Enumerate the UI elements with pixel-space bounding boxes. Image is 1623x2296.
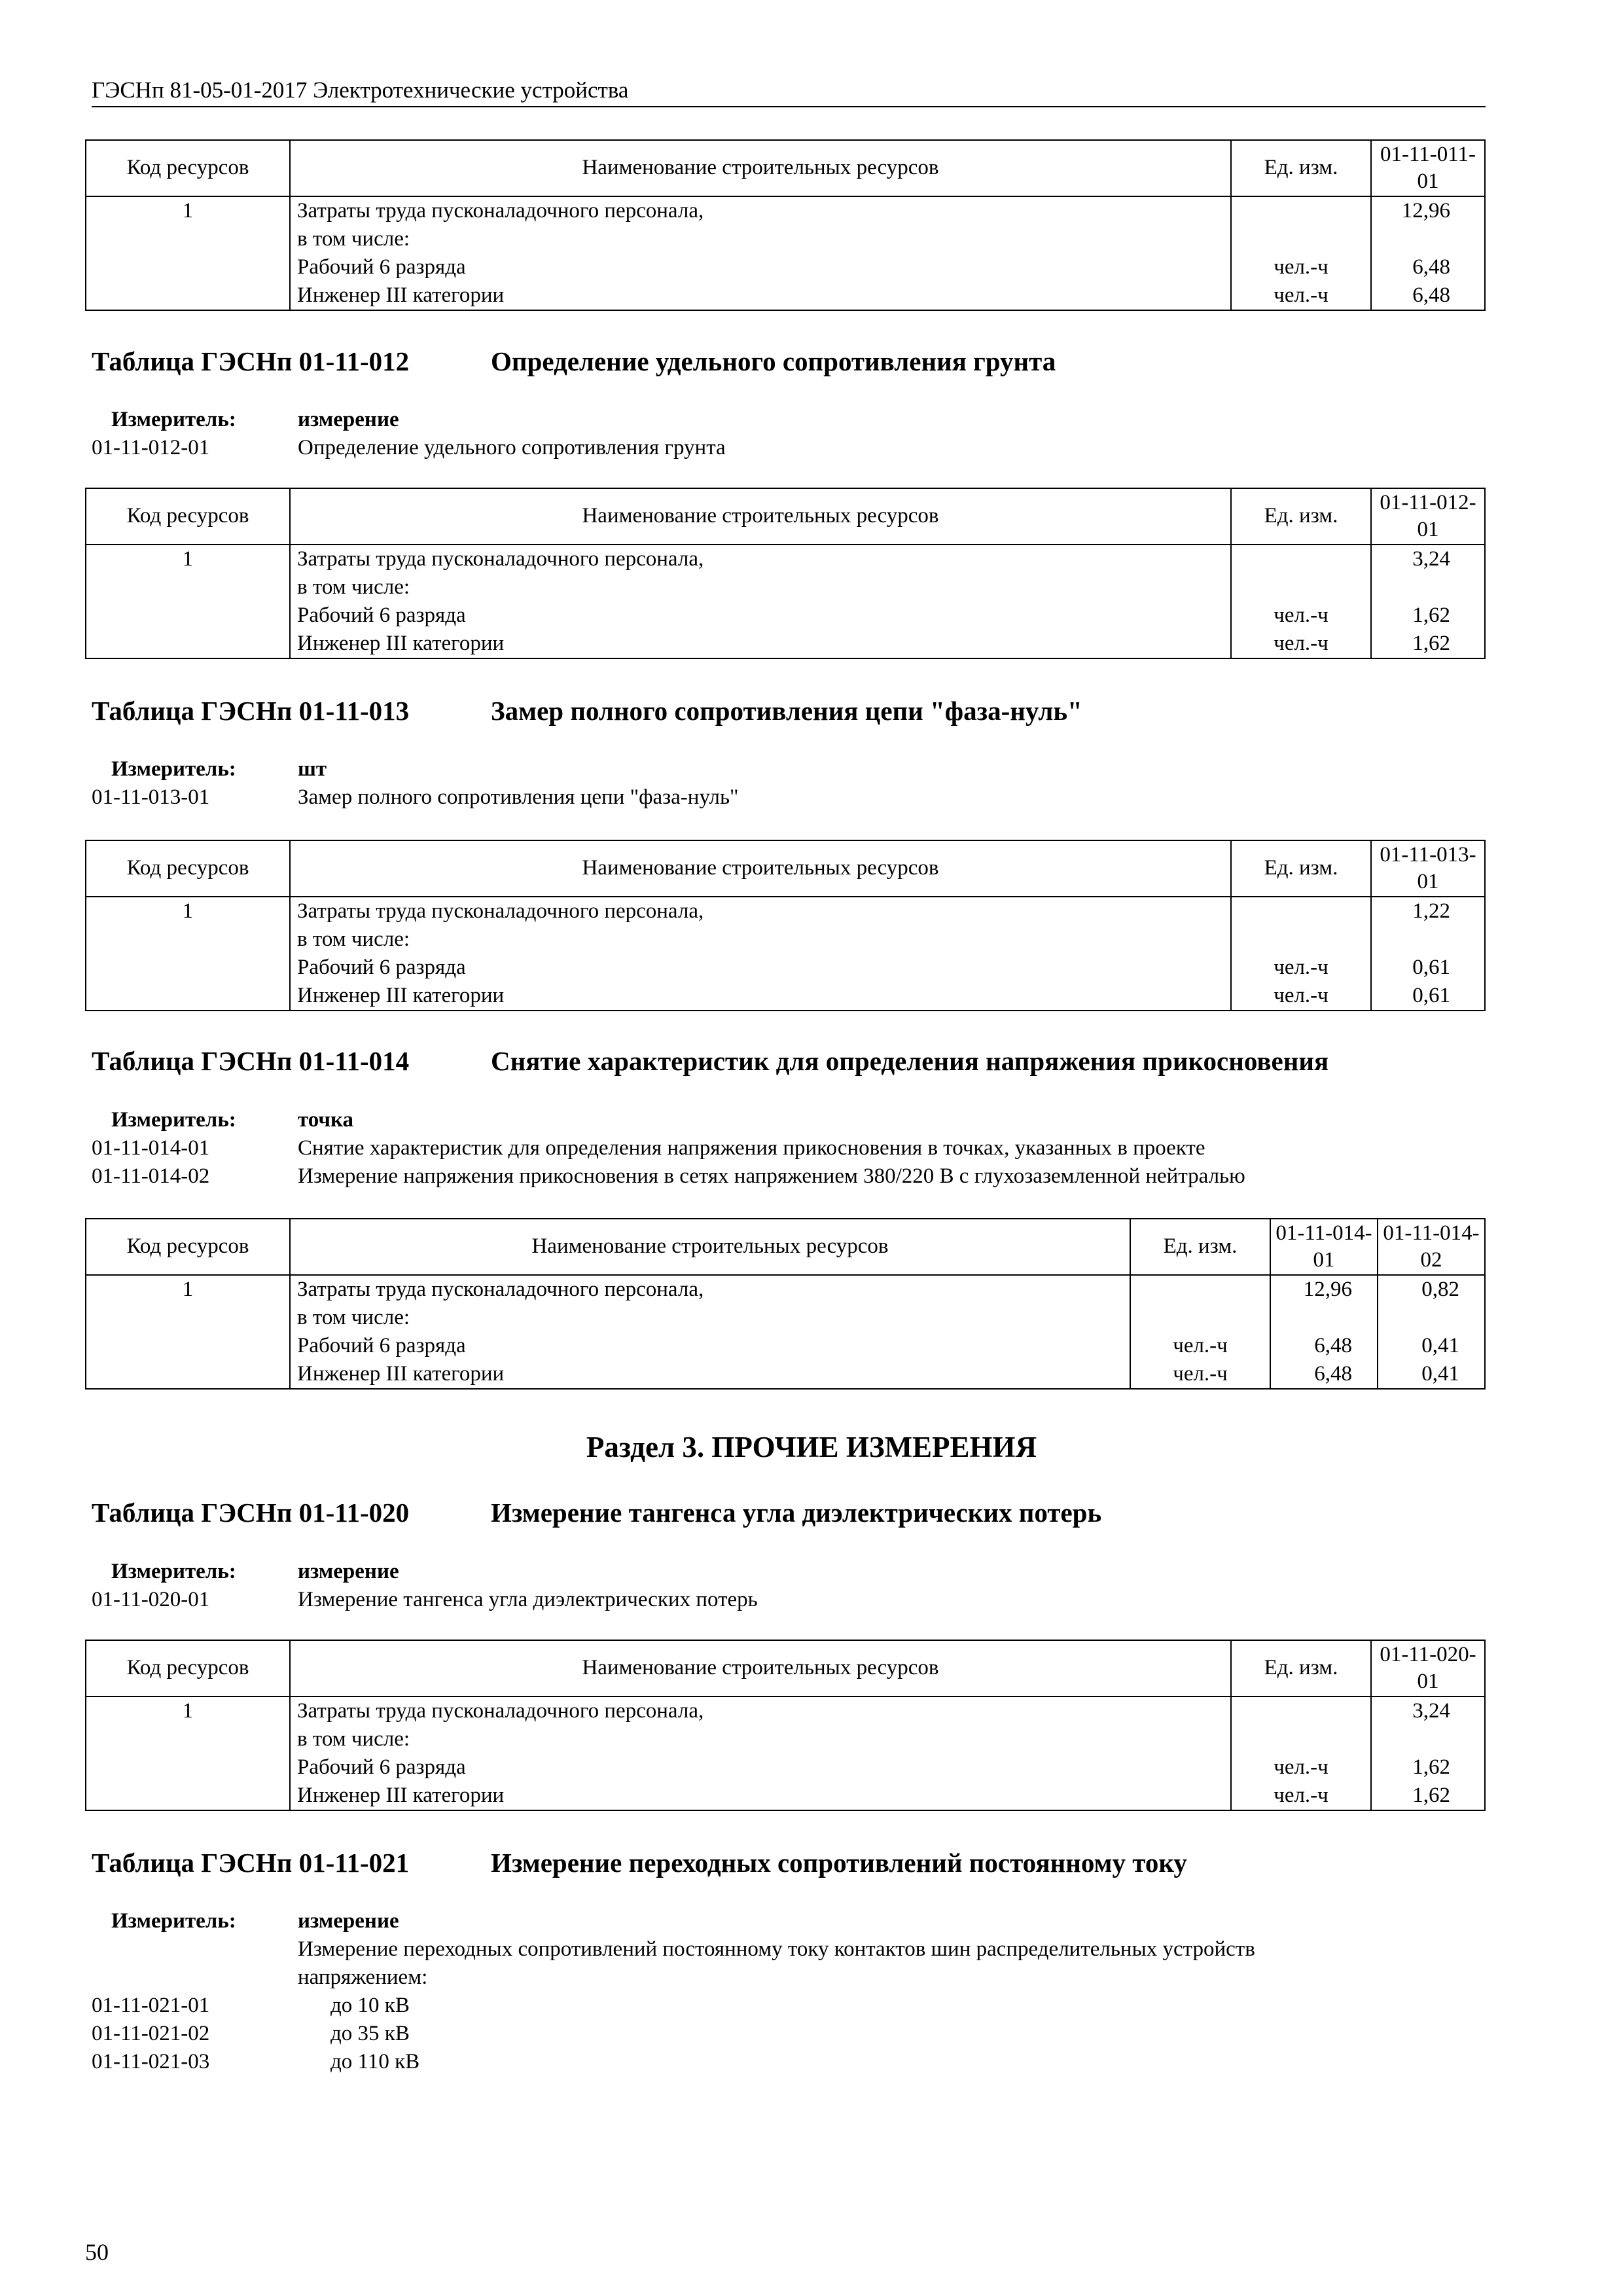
table-row bbox=[86, 196, 1485, 225]
col-unit-header: Ед. изм. bbox=[1130, 1219, 1270, 1275]
col-code-header: Код ресурсов bbox=[86, 488, 290, 545]
item-text: до 10 кВ bbox=[330, 1994, 410, 2017]
item-text: Измерение тангенса угла диэлектрических потерь bbox=[298, 1588, 758, 1611]
measure-unit: шт bbox=[298, 757, 327, 781]
resource-name: в том числе: bbox=[290, 925, 1231, 954]
unit-cell: чел.-ч bbox=[1231, 982, 1371, 1011]
table-row bbox=[86, 925, 1485, 954]
resource-name: Инженер III категории bbox=[290, 1360, 1130, 1389]
table-title-012 bbox=[92, 346, 1056, 377]
resource-name: Инженер III категории bbox=[290, 982, 1231, 1011]
col-code-header: Код ресурсов bbox=[86, 1219, 290, 1275]
item-text: до 110 кВ bbox=[330, 2050, 420, 2073]
col-unit-header: Ед. изм. bbox=[1231, 1640, 1371, 1696]
col-norm-header: 01-11-012-01 bbox=[1371, 488, 1485, 545]
table-title-020 bbox=[92, 1497, 1101, 1528]
resource-table-014 bbox=[85, 1218, 1486, 1390]
table-row bbox=[86, 253, 1485, 281]
resource-name: в том числе: bbox=[290, 225, 1231, 253]
measure-label: Измеритель: bbox=[111, 408, 236, 431]
norm-value: 12,96 bbox=[1270, 1275, 1378, 1304]
table-name: Снятие характеристик для определения напряжения прикосновения bbox=[491, 1046, 1329, 1076]
unit-cell: чел.-ч bbox=[1231, 601, 1371, 630]
norm-value: 1,62 bbox=[1371, 630, 1485, 658]
table-row bbox=[86, 954, 1485, 982]
measure-unit: измерение bbox=[298, 1909, 399, 1933]
norm-value: 1,62 bbox=[1371, 601, 1485, 630]
col-code-header: Код ресурсов bbox=[86, 140, 290, 196]
measure-block-014 bbox=[92, 1106, 1245, 1191]
unit-cell: чел.-ч bbox=[1231, 630, 1371, 658]
resource-code: 1 bbox=[86, 545, 290, 573]
table-row bbox=[86, 573, 1485, 601]
measure-label: Измеритель: bbox=[111, 1909, 236, 1933]
item-description: напряжением: bbox=[298, 1965, 428, 1989]
table-number: Таблица ГЭСНп 01-11-013 bbox=[92, 696, 410, 726]
resource-code: 1 bbox=[86, 196, 290, 225]
resource-code: 1 bbox=[86, 1275, 290, 1304]
resource-name: Инженер III категории bbox=[290, 1782, 1231, 1810]
page-number: 50 bbox=[85, 2239, 109, 2265]
unit-cell: чел.-ч bbox=[1231, 281, 1371, 310]
resource-name: Затраты труда пусконаладочного персонала, bbox=[290, 1696, 1231, 1725]
unit-cell: чел.-ч bbox=[1231, 1782, 1371, 1810]
norm-value: 0,41 bbox=[1378, 1332, 1485, 1360]
measure-block-020 bbox=[92, 1558, 758, 1614]
table-row bbox=[86, 1360, 1485, 1389]
col-norm-header: 01-11-013-01 bbox=[1371, 840, 1485, 897]
unit-cell: чел.-ч bbox=[1231, 954, 1371, 982]
table-row bbox=[86, 1696, 1485, 1725]
item-text: Снятие характеристик для определения напряжения прикосновения в точках, указанных в проекте bbox=[298, 1136, 1205, 1160]
norm-value: 6,48 bbox=[1371, 281, 1485, 310]
col-norm-header: 01-11-020-01 bbox=[1371, 1640, 1485, 1696]
unit-cell: чел.-ч bbox=[1231, 253, 1371, 281]
unit-cell: чел.-ч bbox=[1231, 1753, 1371, 1782]
table-name: Измерение переходных сопротивлений постоянному току bbox=[491, 1848, 1187, 1878]
table-row bbox=[86, 545, 1485, 573]
table-title-014 bbox=[92, 1045, 1329, 1077]
item-code: 01-11-021-01 bbox=[92, 1994, 210, 2017]
col-norm-header: 01-11-014-02 bbox=[1378, 1219, 1485, 1275]
resource-name: Затраты труда пусконаладочного персонала, bbox=[290, 1275, 1130, 1304]
table-row bbox=[86, 1782, 1485, 1810]
col-name-header: Наименование строительных ресурсов bbox=[290, 140, 1231, 196]
item-text: до 35 кВ bbox=[330, 2022, 410, 2045]
resource-name: в том числе: bbox=[290, 1725, 1231, 1753]
table-title-013 bbox=[92, 695, 1082, 726]
col-unit-header: Ед. изм. bbox=[1231, 840, 1371, 897]
table-row bbox=[86, 225, 1485, 253]
item-description: Измерение переходных сопротивлений постоянному току контактов шин распределительных устройств bbox=[298, 1937, 1255, 1961]
table-name: Определение удельного сопротивления грунта bbox=[491, 346, 1056, 376]
item-code: 01-11-021-02 bbox=[92, 2022, 210, 2045]
resource-name: Рабочий 6 разряда bbox=[290, 1753, 1231, 1782]
col-unit-header: Ед. изм. bbox=[1231, 140, 1371, 196]
resource-table-013 bbox=[85, 840, 1486, 1011]
measure-block-021 bbox=[92, 1907, 1255, 2076]
table-row bbox=[86, 982, 1485, 1011]
norm-value: 3,24 bbox=[1371, 545, 1485, 573]
col-unit-header: Ед. изм. bbox=[1231, 488, 1371, 545]
resource-table-012 bbox=[85, 488, 1486, 659]
unit-cell: чел.-ч bbox=[1130, 1332, 1270, 1360]
unit-cell: чел.-ч bbox=[1130, 1360, 1270, 1389]
table-row bbox=[86, 1332, 1485, 1360]
table-number: Таблица ГЭСНп 01-11-014 bbox=[92, 1046, 410, 1076]
col-code-header: Код ресурсов bbox=[86, 1640, 290, 1696]
resource-name: Затраты труда пусконаладочного персонала, bbox=[290, 897, 1231, 925]
resource-name: Затраты труда пусконаладочного персонала, bbox=[290, 196, 1231, 225]
table-row bbox=[86, 1304, 1485, 1332]
col-norm-header: 01-11-011-01 bbox=[1371, 140, 1485, 196]
resource-code: 1 bbox=[86, 1696, 290, 1725]
resource-name: Инженер III категории bbox=[290, 281, 1231, 310]
table-row bbox=[86, 1725, 1485, 1753]
item-code: 01-11-012-01 bbox=[92, 436, 210, 459]
norm-value: 0,61 bbox=[1371, 954, 1485, 982]
measure-unit: точка bbox=[298, 1108, 354, 1132]
item-text: Определение удельного сопротивления грунта bbox=[298, 436, 726, 459]
norm-value: 0,61 bbox=[1371, 982, 1485, 1011]
norm-value: 1,62 bbox=[1371, 1782, 1485, 1810]
norm-value: 6,48 bbox=[1270, 1332, 1378, 1360]
table-number: Таблица ГЭСНп 01-11-012 bbox=[92, 346, 410, 376]
table-row bbox=[86, 1275, 1485, 1304]
resource-name: в том числе: bbox=[290, 1304, 1130, 1332]
item-code: 01-11-014-02 bbox=[92, 1164, 210, 1188]
item-code: 01-11-020-01 bbox=[92, 1588, 210, 1611]
norm-value: 3,24 bbox=[1371, 1696, 1485, 1725]
table-row bbox=[86, 1753, 1485, 1782]
resource-table-011 bbox=[85, 139, 1486, 311]
item-code: 01-11-021-03 bbox=[92, 2050, 210, 2073]
norm-value: 6,48 bbox=[1371, 253, 1485, 281]
measure-block-013 bbox=[92, 755, 739, 812]
resource-name: Рабочий 6 разряда bbox=[290, 954, 1231, 982]
resource-name: Затраты труда пусконаладочного персонала, bbox=[290, 545, 1231, 573]
page-header: ГЭСНп 81-05-01-2017 Электротехнические устройства bbox=[92, 77, 1486, 107]
measure-label: Измеритель: bbox=[111, 1108, 236, 1132]
measure-unit: измерение bbox=[298, 1560, 399, 1583]
col-name-header: Наименование строительных ресурсов bbox=[290, 488, 1231, 545]
item-text: Измерение напряжения прикосновения в сетях напряжением 380/220 В с глухозаземленной нейтралью bbox=[298, 1164, 1245, 1188]
col-name-header: Наименование строительных ресурсов bbox=[290, 1219, 1130, 1275]
norm-value: 6,48 bbox=[1270, 1360, 1378, 1389]
norm-value: 1,22 bbox=[1371, 897, 1485, 925]
norm-value: 0,41 bbox=[1378, 1360, 1485, 1389]
item-code: 01-11-013-01 bbox=[92, 785, 210, 809]
col-name-header: Наименование строительных ресурсов bbox=[290, 840, 1231, 897]
table-number: Таблица ГЭСНп 01-11-020 bbox=[92, 1498, 410, 1528]
resource-name: Инженер III категории bbox=[290, 630, 1231, 658]
norm-value: 12,96 bbox=[1371, 196, 1485, 225]
table-name: Замер полного сопротивления цепи "фаза-нуль" bbox=[491, 696, 1082, 726]
table-row bbox=[86, 630, 1485, 658]
resource-name: Рабочий 6 разряда bbox=[290, 1332, 1130, 1360]
measure-block-012 bbox=[92, 406, 726, 462]
resource-name: в том числе: bbox=[290, 573, 1231, 601]
resource-code: 1 bbox=[86, 897, 290, 925]
col-code-header: Код ресурсов bbox=[86, 840, 290, 897]
col-name-header: Наименование строительных ресурсов bbox=[290, 1640, 1231, 1696]
resource-name: Рабочий 6 разряда bbox=[290, 253, 1231, 281]
table-number: Таблица ГЭСНп 01-11-021 bbox=[92, 1848, 410, 1878]
resource-table-020 bbox=[85, 1640, 1486, 1811]
section-title: Раздел 3. ПРОЧИЕ ИЗМЕРЕНИЯ bbox=[586, 1431, 1037, 1463]
item-code: 01-11-014-01 bbox=[92, 1136, 210, 1160]
col-norm-header: 01-11-014-01 bbox=[1270, 1219, 1378, 1275]
norm-value: 0,82 bbox=[1378, 1275, 1485, 1304]
table-name: Измерение тангенса угла диэлектрических потерь bbox=[491, 1498, 1102, 1528]
resource-name: Рабочий 6 разряда bbox=[290, 601, 1231, 630]
measure-label: Измеритель: bbox=[111, 757, 236, 781]
measure-label: Измеритель: bbox=[111, 1560, 236, 1583]
measure-unit: измерение bbox=[298, 408, 399, 431]
item-text: Замер полного сопротивления цепи "фаза-нуль" bbox=[298, 785, 739, 809]
table-row bbox=[86, 281, 1485, 310]
table-row bbox=[86, 897, 1485, 925]
table-title-021 bbox=[92, 1847, 1187, 1878]
norm-value: 1,62 bbox=[1371, 1753, 1485, 1782]
table-row bbox=[86, 601, 1485, 630]
